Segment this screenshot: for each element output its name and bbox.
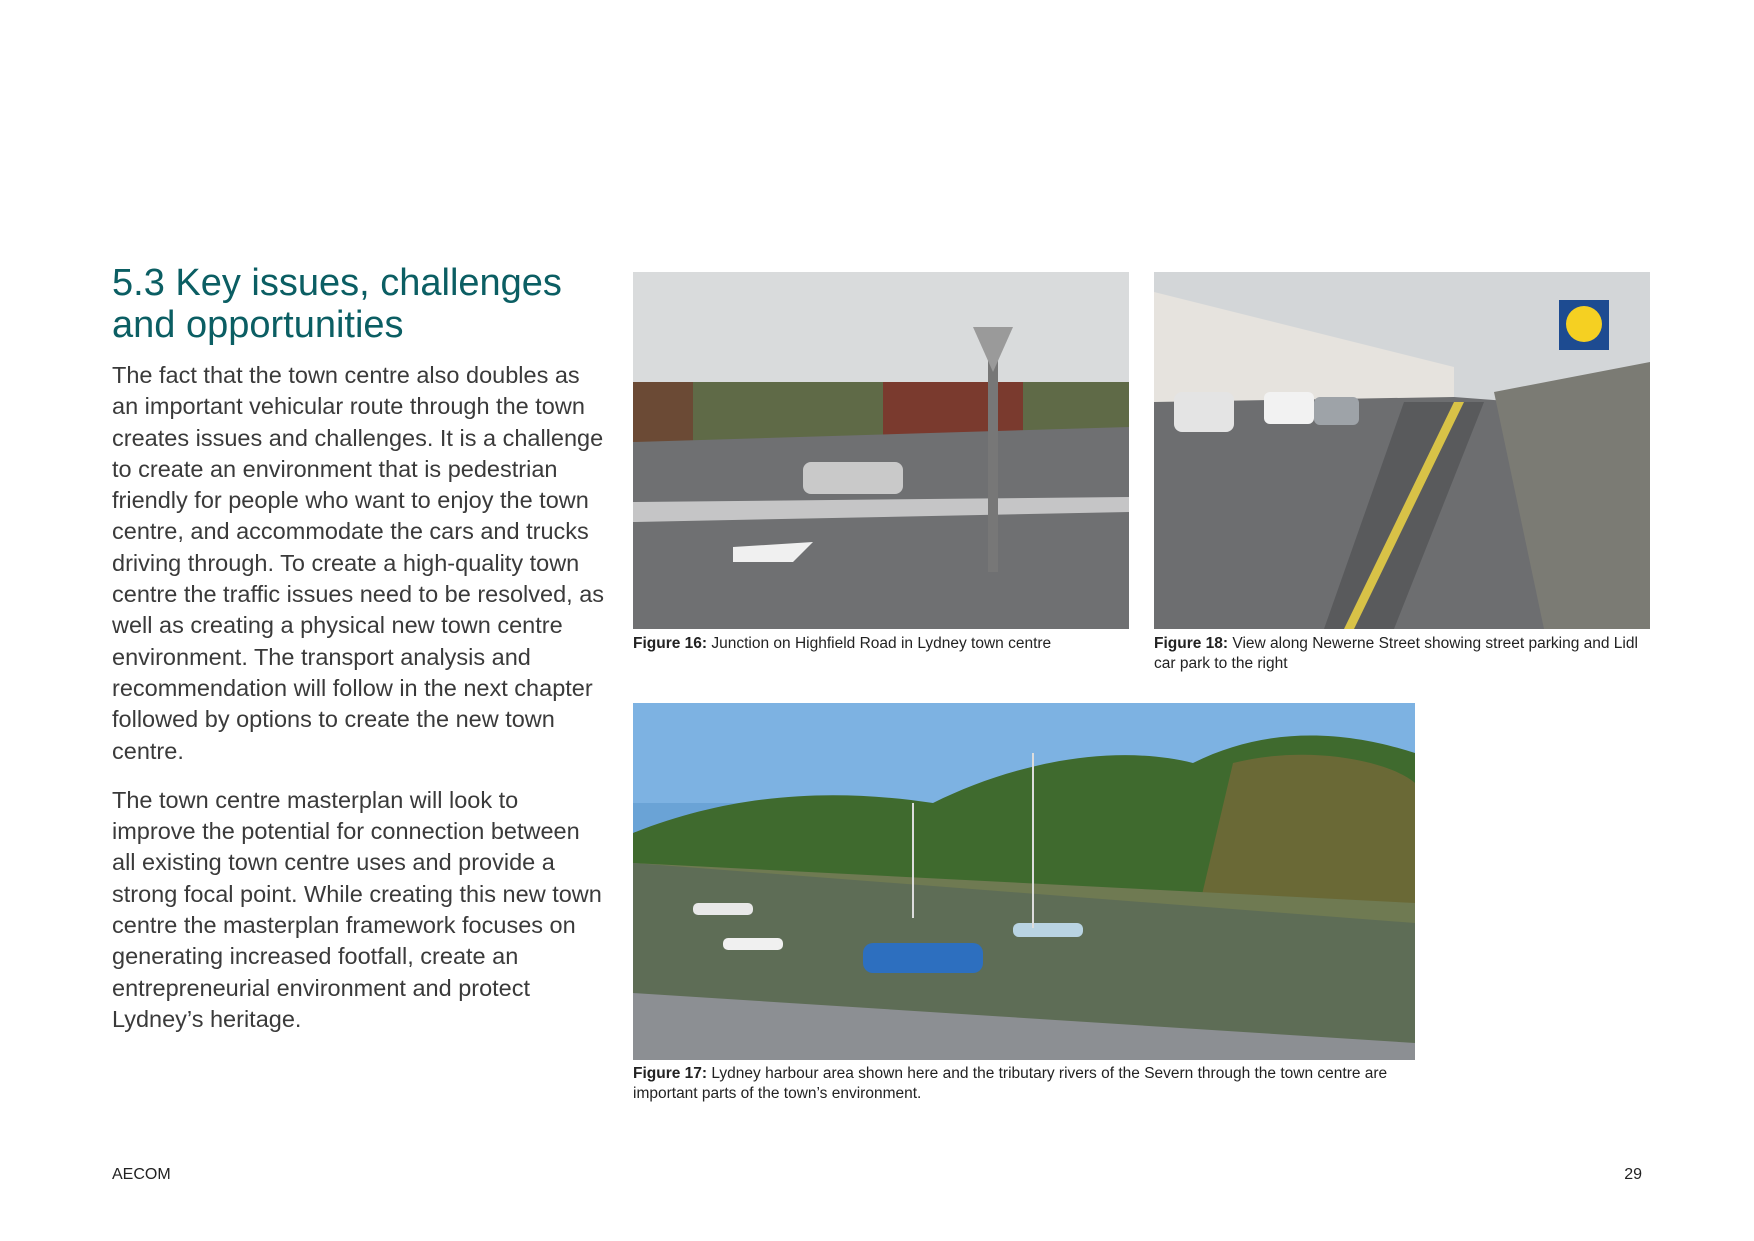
page-number: 29 [1624, 1166, 1642, 1183]
figure-17-caption [633, 1064, 1423, 1104]
paragraph-1: The fact that the town centre also doubles as an important vehicular route through the town creates issues and challenges. It is a challenge to create an environment that is pedestrian friendly for people who want to enjoy the town centre, and accommodate the cars and trucks driving through. To create a high-quality town centre the traffic issues need to be resolved, as well as creating a physical new town centre environment. The transport analysis and recommendation will follow in the next chapter followed by options to create the new town centre. [112, 362, 605, 764]
figure-17-text: Lydney harbour area shown here and the tributary rivers of the Severn through the town centre are important parts of the town’s environment. [633, 1065, 1388, 1102]
figure-16-text: Junction on Highfield Road in Lydney town centre [707, 635, 1052, 652]
figure-18-label: Figure 18: [1154, 635, 1229, 652]
figure-18-text: View along Newerne Street showing street parking and Lidl car park to the right [1154, 635, 1638, 672]
figure-16-label: Figure 16: [633, 635, 708, 652]
heading-line-1: 5.3 Key issues, challenges [112, 262, 562, 304]
paragraph-2: The town centre masterplan will look to improve the potential for connection between all existing town centre uses and provide a strong focal point. While creating this new town centre the masterplan framework focuses on generating increased footfall, create an entrepreneurial environment and protect Lydney’s heritage. [112, 786, 602, 1032]
figure-18-caption [1154, 634, 1650, 674]
heading-line-2: and opportunities [112, 304, 404, 346]
body-text [112, 360, 608, 1053]
footer-brand: AECOM [112, 1166, 171, 1183]
photo-lydney-harbour [633, 703, 1415, 1060]
figure-16-caption [633, 634, 1129, 654]
figure-17-label: Figure 17: [633, 1065, 708, 1082]
photo-newerne-street [1154, 272, 1650, 629]
section-heading [112, 262, 632, 346]
photo-highfield-road-junction [633, 272, 1129, 629]
